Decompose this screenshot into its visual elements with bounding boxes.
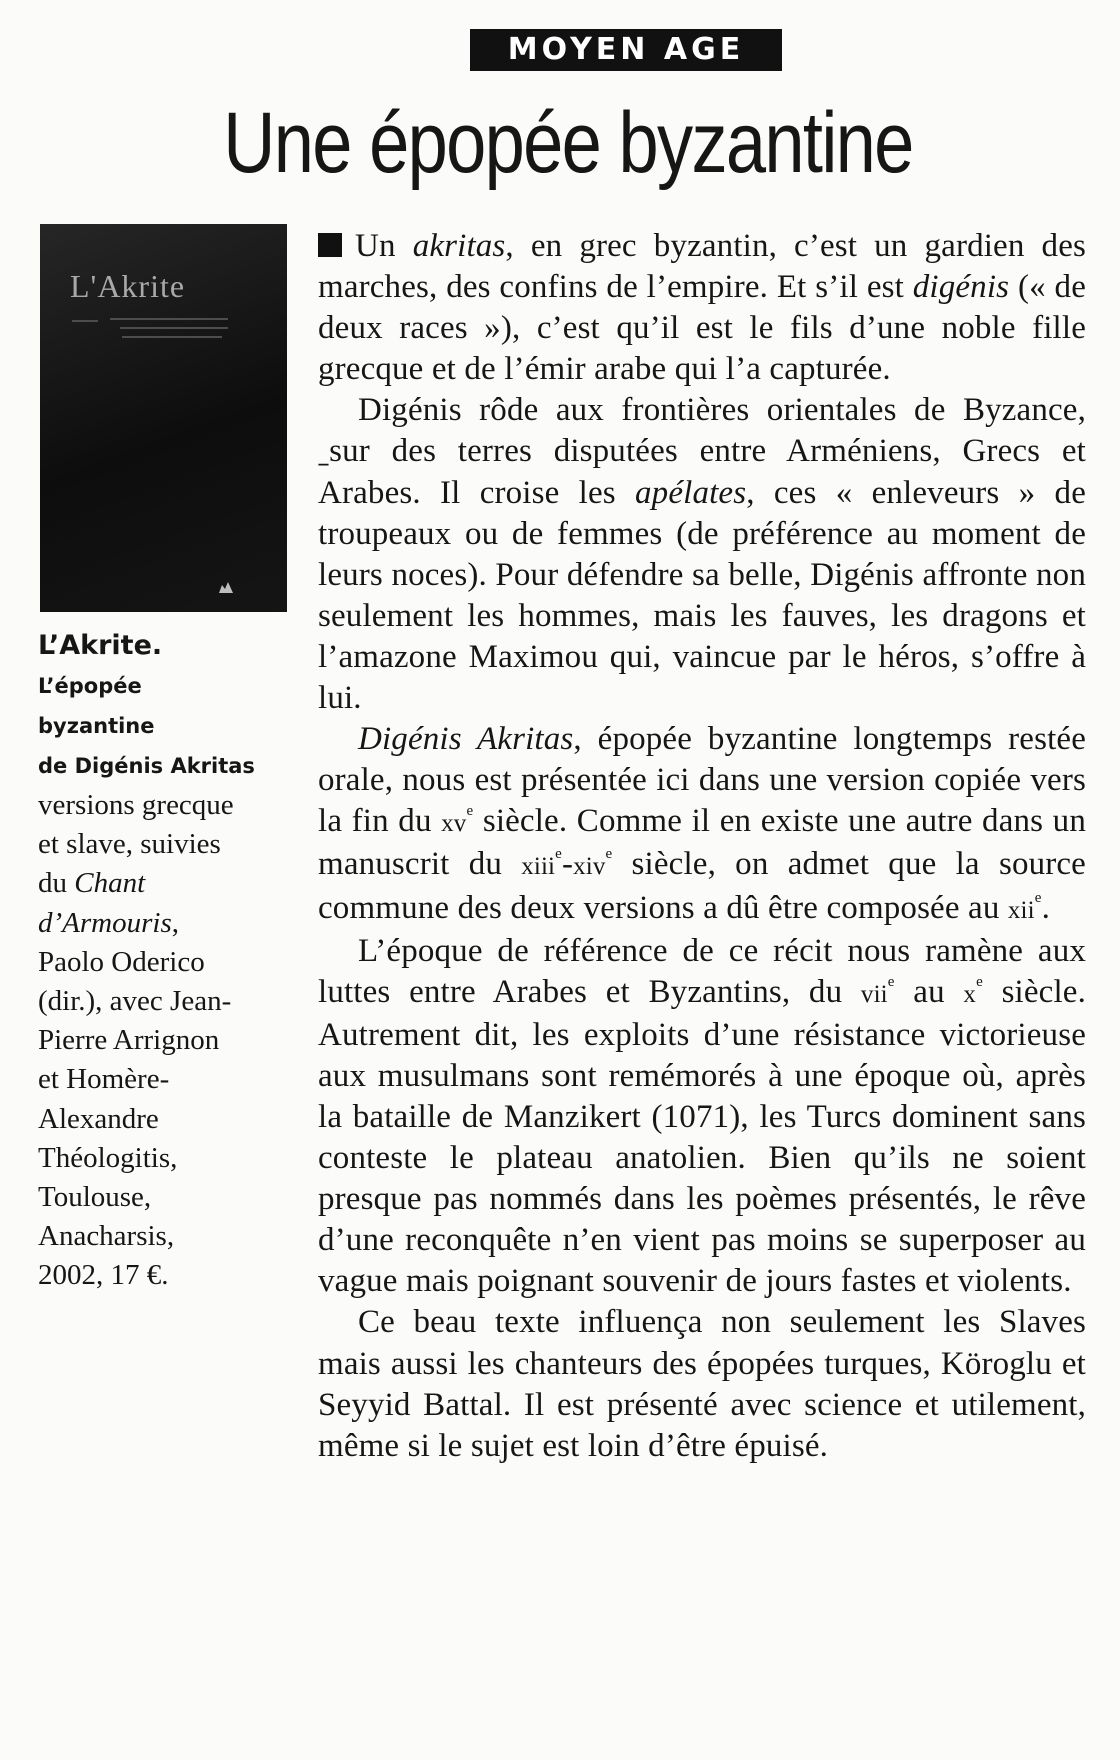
article-body [318,226,1086,1467]
book-details-line: versions grecque [38,789,234,821]
book-subtitle-line: L’épopée [38,674,142,698]
book-details-line: Toulouse, [38,1181,152,1214]
book-details-line: et slave, suivies [38,828,221,861]
article-paragraph: Un akritas, en grec byzantin, c’est un gardien des marches, des confins de l’empire. Et s’il est digénis (« de deux races »), c’est qu’il est le fils d’une noble fille grecque et de l’émir arabe qui l’a capturée. [318,228,1086,388]
paragraph-marker-icon [318,233,342,257]
publisher-logo-icon [218,580,234,594]
article-paragraph: L’époque de référence de ce récit nous ramène aux luttes entre Arabes et Byzantins, du vii$^e$ au $x^e$ siècle. Autrement dit, les exploits d’une résistance victorieuse aux musulmans sont remémorés à une époque où, après la bataille de Manzikert (1071), les Turcs dominent sans conteste le plateau anatolien. Bien qu’ils ne soient presque pas nommés dans les poèmes présentés, le rêve d’une reconquête n’en vient pas moins se superposer au vague mais poignant souvenir de jours fastes et violents. [318,932,1086,1300]
included-work-title: d’Armouris [38,906,172,939]
book-details-line: Pierre Arrignon [38,1024,220,1057]
book-details-line: (dir.), avec Jean- [38,985,232,1018]
book-details-line: d’Armouris, [38,906,179,939]
book-details-line: et Homère- [38,1063,170,1096]
book-subtitle-line: de Digénis Akritas [38,754,255,778]
book-price-line: 2002, 17 €. [38,1259,169,1292]
book-details-line: Paolo Oderico [38,945,205,978]
book-cover-title: L'Akrite [70,268,186,304]
book-cover-image [40,224,287,612]
book-details-line: du Chant [38,867,146,900]
book-details-line: Alexandre [38,1102,159,1135]
included-work-title: Chant [74,867,146,900]
article-paragraph: Digénis rôde aux frontières orientales de Byzance, ˍsur des terres disputées entre Arméniens, Grecs et Arabes. Il croise les apélates, ces « enleveurs » de troupeaux ou de femmes (de préférence au moment de leurs noces). Pour défendre sa belle, Digénis affronte non seulement les hommes, mais les fauves, les dragons et l’amazone Maximou qui, vaincue par le héros, s’offre à lui. [318,392,1086,717]
book-title: L’Akrite. [38,630,163,661]
book-info-sidebar [38,626,293,1296]
section-label: MOYEN AGE [470,29,782,71]
article-paragraph: Digénis Akritas, épopée byzantine longtemps restée orale, nous est présentée ici dans une version copiée vers la fin du $xv^e$ siècle. Comme il en existe une autre dans un manuscrit du xiii$^e$-xiv$^e$ siècle, on admet que la source commune des deux versions a dû être composée au xii$^e$. [318,721,1087,926]
book-subtitle-line: byzantine [38,714,155,738]
article-headline: Une épopée byzantine [223,95,913,191]
book-details-line: Anacharsis, [38,1220,175,1253]
book-details-line: Théologitis, [38,1141,178,1174]
article-paragraph: Ce beau texte influença non seulement les Slaves mais aussi les chanteurs des épopées turques, Köroglu et Seyyid Battal. Il est présenté avec science et utilement, même si le sujet est loin d’être épuisé. [318,1304,1086,1464]
